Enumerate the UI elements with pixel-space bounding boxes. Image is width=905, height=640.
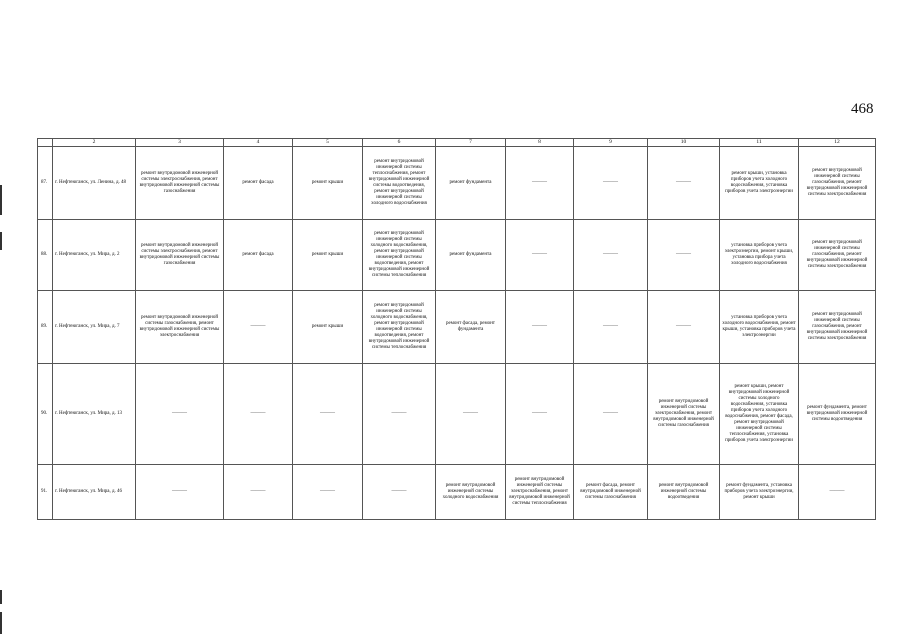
work-cell: ——— <box>574 364 648 465</box>
work-cell: ——— <box>648 220 720 291</box>
work-cell: ремонт фундамента <box>436 220 506 291</box>
work-cell: ——— <box>136 364 224 465</box>
work-cell: ремонт внутридомовой инженерной системы холодного водоснабжения, ремонт внутридомовой инженерной системы водоотведения, ремонт внутридомовой инженерной системы теплоснабжения <box>363 291 436 364</box>
work-cell: ——— <box>224 291 293 364</box>
work-cell: ——— <box>648 147 720 220</box>
binding-mark <box>0 185 2 215</box>
work-cell: ремонт внутридомовой инженерной системы электроснабжения, ремонт внутридомовой инженерной системы газоснабжения <box>136 147 224 220</box>
work-cell: ——— <box>648 291 720 364</box>
work-cell: ——— <box>293 465 363 520</box>
work-cell: ремонт фасада, ремонт фундамента <box>436 291 506 364</box>
work-cell: ——— <box>436 364 506 465</box>
column-header: 5 <box>293 139 363 147</box>
address-cell: г. Нефтеюганск, ул. Мира, д. 13 <box>53 364 136 465</box>
column-header: 6 <box>363 139 436 147</box>
work-cell: ——— <box>224 364 293 465</box>
table-row <box>38 465 876 520</box>
column-header: 4 <box>224 139 293 147</box>
row-number: 91. <box>38 465 53 520</box>
work-cell: ремонт внутридомовой инженерной системы холодного водоснабжения <box>436 465 506 520</box>
binding-mark <box>0 612 2 634</box>
table-row <box>38 364 876 465</box>
work-cell: ремонт внутридомовой инженерной системы газоснабжения, ремонт внутридомовой инженерной системы электроснабжения <box>799 291 876 364</box>
column-header: 3 <box>136 139 224 147</box>
work-cell: ——— <box>506 364 574 465</box>
work-cell: ремонт крыши <box>293 291 363 364</box>
column-number-row <box>38 139 876 147</box>
page-number: 468 <box>851 101 874 117</box>
work-cell: ремонт фасада <box>224 147 293 220</box>
work-cell: ремонт фасада, ремонт внутридомовой инженерной системы газоснабжения <box>574 465 648 520</box>
table-row <box>38 291 876 364</box>
work-cell: ремонт крыши <box>293 147 363 220</box>
work-cell: ремонт фундамента, ремонт внутридомовой инженерной системы водоотведения <box>799 364 876 465</box>
work-cell: ——— <box>363 364 436 465</box>
work-cell: установка приборов учета холодного водоснабжения, ремонт крыши, установка приборов учета электроэнергии <box>720 291 799 364</box>
work-cell: ——— <box>506 220 574 291</box>
work-cell: ремонт крыши, ремонт внутридомовой инженерной системы холодного водоснабжения, установка приборов учета холодного водоснабжения, ремонт фасада, ремонт внутридомовой инженерной системы теплоснабжения, установка приборов учета электроэнергии <box>720 364 799 465</box>
work-cell: ремонт крыши <box>293 220 363 291</box>
work-cell: ——— <box>799 465 876 520</box>
column-header: 8 <box>506 139 574 147</box>
row-number: 89. <box>38 291 53 364</box>
work-cell: ——— <box>363 465 436 520</box>
work-cell: ——— <box>506 147 574 220</box>
work-cell: ремонт внутридомовой инженерной системы электроснабжения, ремонт внутридомовой инженерной системы газоснабжения <box>648 364 720 465</box>
column-header: 10 <box>648 139 720 147</box>
work-cell: ——— <box>506 291 574 364</box>
work-cell: ремонт крыши, установка приборов учета холодного водоснабжения, установка приборов учета электроэнергии <box>720 147 799 220</box>
row-number: 87. <box>38 147 53 220</box>
column-header: 9 <box>574 139 648 147</box>
work-cell: установка приборов учета электроэнергии, ремонт крыши, установка прибора учета холодного водоснабжения <box>720 220 799 291</box>
address-cell: г. Нефтеюганск, ул. Ленина, д. 48 <box>53 147 136 220</box>
table-row <box>38 220 876 291</box>
row-number: 88. <box>38 220 53 291</box>
address-cell: г. Нефтеюганск, ул. Мира, д. 46 <box>53 465 136 520</box>
column-header: 7 <box>436 139 506 147</box>
work-cell: ремонт внутридомовой инженерной системы газоснабжения, ремонт внутридомовой инженерной системы электроснабжения <box>799 147 876 220</box>
column-header: 12 <box>799 139 876 147</box>
work-cell: ремонт внутридомовой инженерной системы холодного водоснабжения, ремонт внутридомовой инженерной системы водоотведения, ремонт внутридомовой инженерной системы теплоснабжения <box>363 220 436 291</box>
work-cell: ремонт фундамента <box>436 147 506 220</box>
work-cell: ремонт внутридомовой инженерной системы газоснабжения, ремонт внутридомовой инженерной системы электроснабжения <box>136 291 224 364</box>
work-cell: ремонт внутридомовой инженерной системы газоснабжения, ремонт внутридомовой инженерной системы электроснабжения <box>799 220 876 291</box>
address-cell: г. Нефтеюганск, ул. Мира, д. 7 <box>53 291 136 364</box>
work-cell: ремонт внутридомовой инженерной системы теплоснабжения, ремонт внутридомовой инженерной системы водоотведения, ремонт внутридомовой инженерной системы холодного водоснабжения <box>363 147 436 220</box>
binding-mark <box>0 590 2 604</box>
work-cell: ремонт фундамента, установка приборов учета электроэнергии, ремонт крыши <box>720 465 799 520</box>
work-cell: ремонт внутридомовой инженерной системы электроснабжения, ремонт внутридомовой инженерной системы газоснабжения <box>136 220 224 291</box>
work-cell: ремонт фасада <box>224 220 293 291</box>
column-header <box>38 139 53 147</box>
column-header: 11 <box>720 139 799 147</box>
work-cell: ремонт внутридомовой инженерной системы водоотведения <box>648 465 720 520</box>
binding-mark <box>0 232 2 250</box>
row-number: 90. <box>38 364 53 465</box>
column-header: 2 <box>53 139 136 147</box>
work-cell: ——— <box>136 465 224 520</box>
address-cell: г. Нефтеюганск, ул. Мира, д. 2 <box>53 220 136 291</box>
work-cell: ——— <box>574 291 648 364</box>
work-cell: ——— <box>574 220 648 291</box>
repair-schedule-table <box>37 138 876 520</box>
work-cell: ——— <box>224 465 293 520</box>
work-cell: ремонт внутридомовой инженерной системы электроснабжения, ремонт внутридомовой инженерной системы теплоснабжения <box>506 465 574 520</box>
table-row <box>38 147 876 220</box>
work-cell: ——— <box>574 147 648 220</box>
work-cell: ——— <box>293 364 363 465</box>
